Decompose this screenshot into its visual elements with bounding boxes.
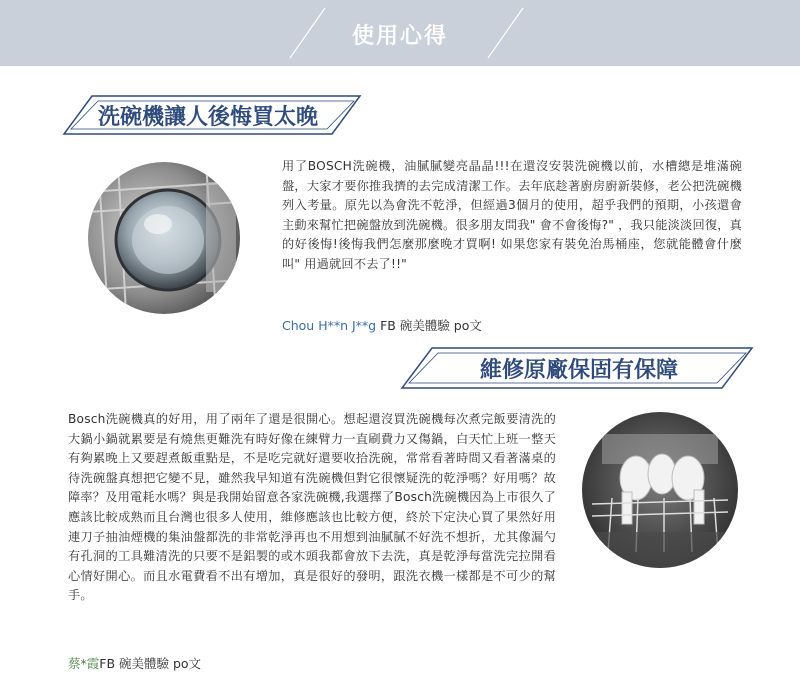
section-2-source: FB 碗美體驗 po文 [99, 656, 202, 671]
section-1-author: Chou H**n J**g [282, 318, 377, 333]
dishwasher-pot-photo [88, 162, 240, 314]
section-2-author: 蔡*霞 [68, 656, 100, 671]
section-1-paragraph: 用了BOSCH洗碗機，油膩膩變亮晶晶!!!在還沒安裝洗碗機以前，水槽總是堆滿碗盤，大家才要你推我擠的去完成清潔工作。去年底趁著廚房廚新裝修，老公把洗碗機列入考量。原先以為會洗不乾淨，但經過3個月的使用，超乎我們的預期，小孩還會主動來幫忙把碗盤放到洗碗機。很多朋友問我" 會不會後悔?" ，我只能淡淡回復，真的好後悔!後悔我們怎麼那麼晚才買啊! 如果您家有裝免治馬桶座，您就能體會什麼叫" 用過就回不去了!!" [282, 159, 742, 271]
page-title: 使用心得 [351, 24, 448, 49]
header-band [0, 0, 800, 66]
section-1-banner [62, 92, 362, 138]
section-2-banner [400, 344, 754, 392]
section-1-source: FB 碗美體驗 po文 [376, 318, 482, 333]
section-2-heading: 維修原廠保固有保障 [480, 358, 679, 383]
section-1-heading: 洗碗機讓人後悔買太晚 [98, 105, 319, 130]
dishwasher-rack-photo [582, 412, 738, 568]
section-1-signature [282, 316, 482, 334]
section-2-paragraph: Bosch洗碗機真的好用，用了兩年了還是很開心。想起還沒買洗碗機每次煮完飯要清洗的大鍋小鍋就累要是有燒焦更難洗有時好像在練臂力一直刷費力又傷鍋，白天忙上班一整天有夠累晚上又要趕煮飯重點是，不是吃完就好還要收拾洗碗，常常看著時間又看著滿桌的待洗碗盤真想把它變不見，雖然我早知道有洗碗機但對它很懷疑洗的乾淨嗎？好用嗎？故障率？及用電耗水嗎？與是我開始留意各家洗碗機,我選擇了Bosch洗碗機因為上市很久了應該比較成熟而且台灣也很多人使用，維修應該也比較方便，終於下定決心買了果然好用連刀子抽油煙機的集油盤都洗的非常乾淨再也不用想到油膩膩不好洗不想折，尤其像漏勺有孔洞的工具難清洗的只要不是鋁製的或木頭我都會放下去洗，真是乾淨每當洗完拉開看心情好開心。而且水電費看不出有增加，真是很好的發明，跟洗衣機一樣都是不可少的幫手。 [68, 412, 556, 603]
section-2-signature [68, 654, 201, 672]
